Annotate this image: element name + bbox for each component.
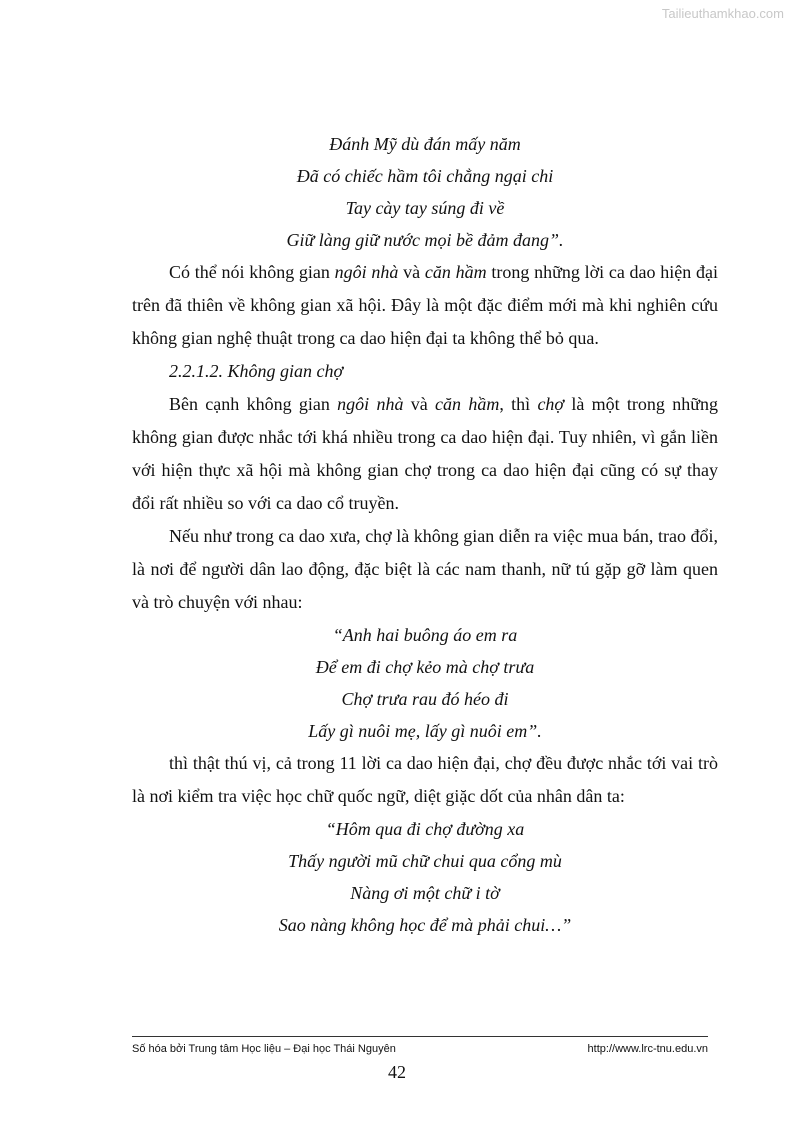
poem-stanza-2 [132,619,718,747]
text-run: , thì [499,394,538,414]
poem-line: Tay cày tay súng đi về [345,198,505,218]
text-run: trong những lời ca dao hiện đại trên đã thiên về không gian xã hội. Đây là một đặc điểm mới mà khi nghiên cứu không gian nghệ thuật trong ca dao hiện đại ta không thể bỏ qua. [132,262,718,348]
emphasis: ngôi nhà [337,394,404,414]
text-run: Bên cạnh không gian [169,394,338,414]
poem-line: “Hôm qua đi chợ đường xa [325,819,525,839]
footer-credit: Số hóa bởi Trung tâm Học liệu – Đại học Thái Nguyên [132,1043,396,1055]
footer-divider [132,1036,708,1037]
poem-line: Đánh Mỹ dù đán mấy năm [329,134,521,154]
paragraph-market-intro [132,388,718,520]
emphasis: căn hầm [424,262,487,282]
watermark: Tailieuthamkhao.com [661,6,784,21]
footer [132,1036,708,1055]
poem-line: Để em đi chợ kẻo mà chợ trưa [315,657,535,677]
page-number: 42 [388,1062,406,1082]
text-run: là một trong những không gian được nhắc tới khá nhiều trong ca dao hiện đại. Tuy nhiên, vì gắn liền với hiện thực xã hội mà không gian chợ trong ca dao hiện đại cũng có sự thay đổi rất nhiều so với ca dao cổ truyền. [132,394,718,513]
text-run: và [403,394,436,414]
poem-stanza-1 [132,128,718,256]
footer-url: http://www.lrc-tnu.edu.vn [587,1043,708,1055]
emphasis: chợ [537,394,565,414]
poem-stanza-3 [132,813,718,941]
poem-line: Thấy người mũ chữ chui qua cổng mù [288,851,562,871]
page-body [132,128,718,941]
text-run: Có thể nói không gian [169,262,335,282]
paragraph-space-summary [132,256,718,355]
poem-line: Đã có chiếc hầm tôi chẳng ngại chi [296,166,554,186]
poem-line: Nàng ơi một chữ i tờ [350,883,500,903]
paragraph-modern-market: thì thật thú vị, cả trong 11 lời ca dao hiện đại, chợ đều được nhắc tới vai trò là nơi kiểm tra việc học chữ quốc ngữ, diệt giặc dốt của nhân dân ta: [132,753,718,806]
poem-line: Giữ làng giữ nước mọi bề đảm đang”. [286,230,564,250]
poem-line: Chợ trưa rau đó héo đi [341,689,509,709]
emphasis: ngôi nhà [334,262,399,282]
poem-line: Lấy gì nuôi mẹ, lấy gì nuôi em”. [308,721,542,741]
poem-line: Sao nàng không học để mà phải chui…” [278,915,572,935]
paragraph-old-folk: Nếu như trong ca dao xưa, chợ là không gian diễn ra việc mua bán, trao đổi, là nơi để người dân lao động, đặc biệt là các nam thanh, nữ tú gặp gỡ làm quen và trò chuyện với nhau: [132,526,718,612]
text-run: và [398,262,425,282]
emphasis: căn hầm [435,394,500,414]
section-heading: 2.2.1.2. Không gian chợ [169,361,344,381]
poem-line: “Anh hai buông áo em ra [332,625,518,645]
